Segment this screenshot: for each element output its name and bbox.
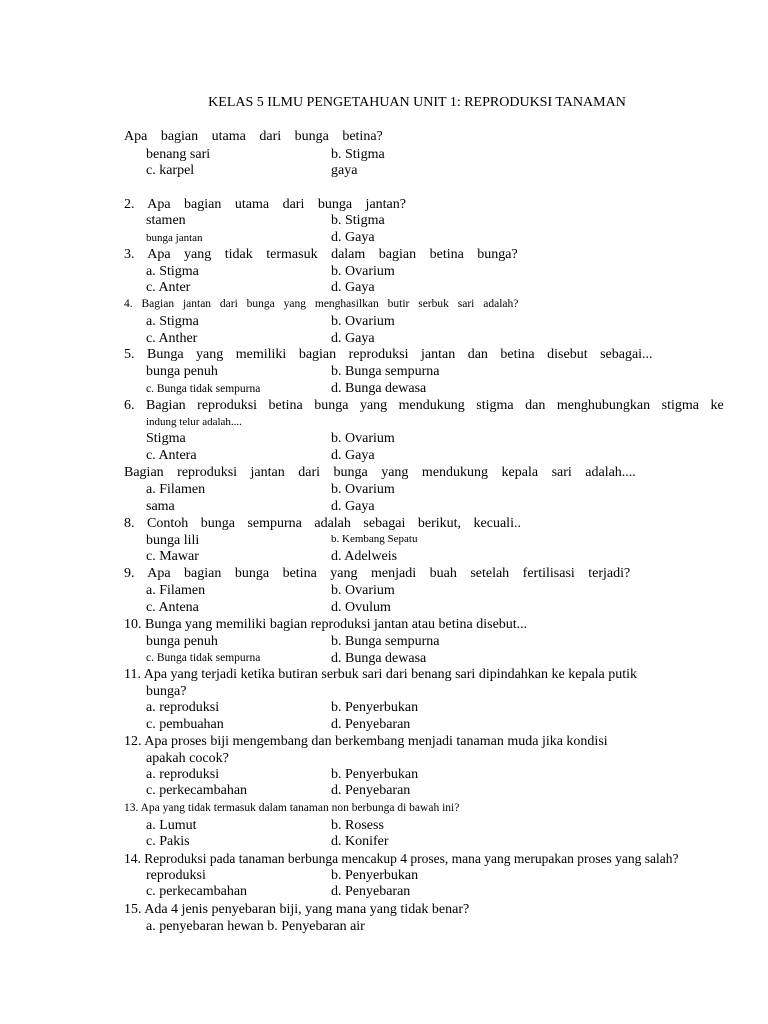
q13-option-d: d. Konifer — [331, 834, 389, 849]
question-9: 9. Apa bagian bunga betina yang menjadi buah setelah fertilisasi terjadi? — [124, 566, 631, 581]
question-1: Apa bagian utama dari bunga betina? — [124, 129, 383, 144]
q14-option-a: reproduksi — [146, 868, 206, 883]
question-11: 11. Apa yang terjadi ketika butiran serbuk sari dari benang sari dipindahkan ke kepala putik — [124, 667, 638, 682]
q7-option-b: b. Ovarium — [331, 482, 395, 497]
q14-option-c: c. perkecambahan — [146, 884, 248, 899]
q10-option-a: bunga penuh — [146, 634, 218, 649]
page-title: KELAS 5 ILMU PENGETAHUAN UNIT 1: REPRODUKSI TANAMAN — [208, 95, 626, 110]
q4-option-a: a. Stigma — [146, 314, 199, 329]
q10-option-c: c. Bunga tidak sempurna — [146, 652, 261, 664]
q1-option-b: b. Stigma — [331, 147, 385, 162]
question-4: 4. Bagian jantan dari bunga yang menghasilkan butir serbuk sari adalah? — [124, 298, 519, 310]
q6-option-c: c. Antera — [146, 448, 197, 463]
question-15: 15. Ada 4 jenis penyebaran biji, yang mana yang tidak benar? — [124, 902, 470, 917]
q2-option-d: d. Gaya — [331, 230, 375, 245]
q11-option-a: a. reproduksi — [146, 700, 220, 715]
q7-option-a: a. Filamen — [146, 482, 206, 497]
q11-option-b: b. Penyerbukan — [331, 700, 419, 715]
q4-option-d: d. Gaya — [331, 331, 375, 346]
q5-option-a: bunga penuh — [146, 364, 218, 379]
q3-option-c: c. Anter — [146, 280, 191, 295]
q12-option-d: d. Penyebaran — [331, 783, 411, 798]
question-8: 8. Contoh bunga sempurna adalah sebagai berikut, kecuali.. — [124, 516, 521, 531]
q11-option-c: c. pembuahan — [146, 717, 224, 732]
q4-option-c: c. Anther — [146, 331, 198, 346]
q9-option-c: c. Antena — [146, 600, 199, 615]
question-6-continued: indung telur adalah.... — [146, 416, 242, 428]
question-5: 5. Bunga yang memiliki bagian reproduksi jantan dan betina disebut sebagai... — [124, 347, 653, 362]
q5-option-d: d. Bunga dewasa — [331, 381, 427, 396]
q2-option-a: stamen — [146, 213, 186, 228]
q2-option-c: bunga jantan — [146, 232, 203, 244]
question-6: 6. Bagian reproduksi betina bunga yang mendukung stigma dan menghubungkan stigma ke — [124, 398, 724, 413]
question-14: 14. Reproduksi pada tanaman berbunga mencakup 4 proses, mana yang merupakan proses yang salah? — [124, 851, 679, 866]
question-2: 2. Apa bagian utama dari bunga jantan? — [124, 197, 406, 212]
q5-option-b: b. Bunga sempurna — [331, 364, 440, 379]
q7-option-c: sama — [146, 499, 175, 514]
q8-option-d: d. Adelweis — [331, 549, 398, 564]
question-12: 12. Apa proses biji mengembang dan berkembang menjadi tanaman muda jika kondisi — [124, 734, 608, 749]
q7-option-d: d. Gaya — [331, 499, 375, 514]
q1-option-d: gaya — [331, 163, 358, 178]
question-10: 10. Bunga yang memiliki bagian reproduksi jantan atau betina disebut... — [124, 617, 528, 632]
q2-option-b: b. Stigma — [331, 213, 385, 228]
q6-option-d: d. Gaya — [331, 448, 375, 463]
question-11-continued: bunga? — [146, 684, 187, 699]
q1-option-a: benang sari — [146, 147, 211, 162]
question-13: 13. Apa yang tidak termasuk dalam tanaman non berbunga di bawah ini? — [124, 802, 460, 814]
q9-option-a: a. Filamen — [146, 583, 206, 598]
q3-option-b: b. Ovarium — [331, 264, 395, 279]
q13-option-c: c. Pakis — [146, 834, 190, 849]
question-7: Bagian reproduksi jantan dari bunga yang mendukung kepala sari adalah.... — [124, 465, 636, 480]
q4-option-b: b. Ovarium — [331, 314, 395, 329]
q1-option-c: c. karpel — [146, 163, 195, 178]
q12-option-b: b. Penyerbukan — [331, 767, 419, 782]
q15-options: a. penyebaran hewan b. Penyebaran air — [146, 919, 365, 934]
q12-option-a: a. reproduksi — [146, 767, 220, 782]
q9-option-b: b. Ovarium — [331, 583, 395, 598]
q14-option-d: d. Penyebaran — [331, 884, 411, 899]
q5-option-c: c. Bunga tidak sempurna — [146, 383, 261, 395]
q8-option-a: bunga lili — [146, 533, 200, 548]
q3-option-d: d. Gaya — [331, 280, 375, 295]
q3-option-a: a. Stigma — [146, 264, 199, 279]
question-3: 3. Apa yang tidak termasuk dalam bagian betina bunga? — [124, 247, 518, 262]
q13-option-b: b. Rosess — [331, 818, 384, 833]
q10-option-d: d. Bunga dewasa — [331, 651, 427, 666]
question-12-continued: apakah cocok? — [146, 751, 229, 766]
q8-option-c: c. Mawar — [146, 549, 199, 564]
q13-option-a: a. Lumut — [146, 818, 197, 833]
q6-option-a: Stigma — [146, 431, 186, 446]
q10-option-b: b. Bunga sempurna — [331, 634, 440, 649]
q14-option-b: b. Penyerbukan — [331, 868, 419, 883]
q6-option-b: b. Ovarium — [331, 431, 395, 446]
q8-option-b: b. Kembang Sepatu — [331, 533, 418, 545]
q11-option-d: d. Penyebaran — [331, 717, 411, 732]
q12-option-c: c. perkecambahan — [146, 783, 248, 798]
q9-option-d: d. Ovulum — [331, 600, 391, 615]
